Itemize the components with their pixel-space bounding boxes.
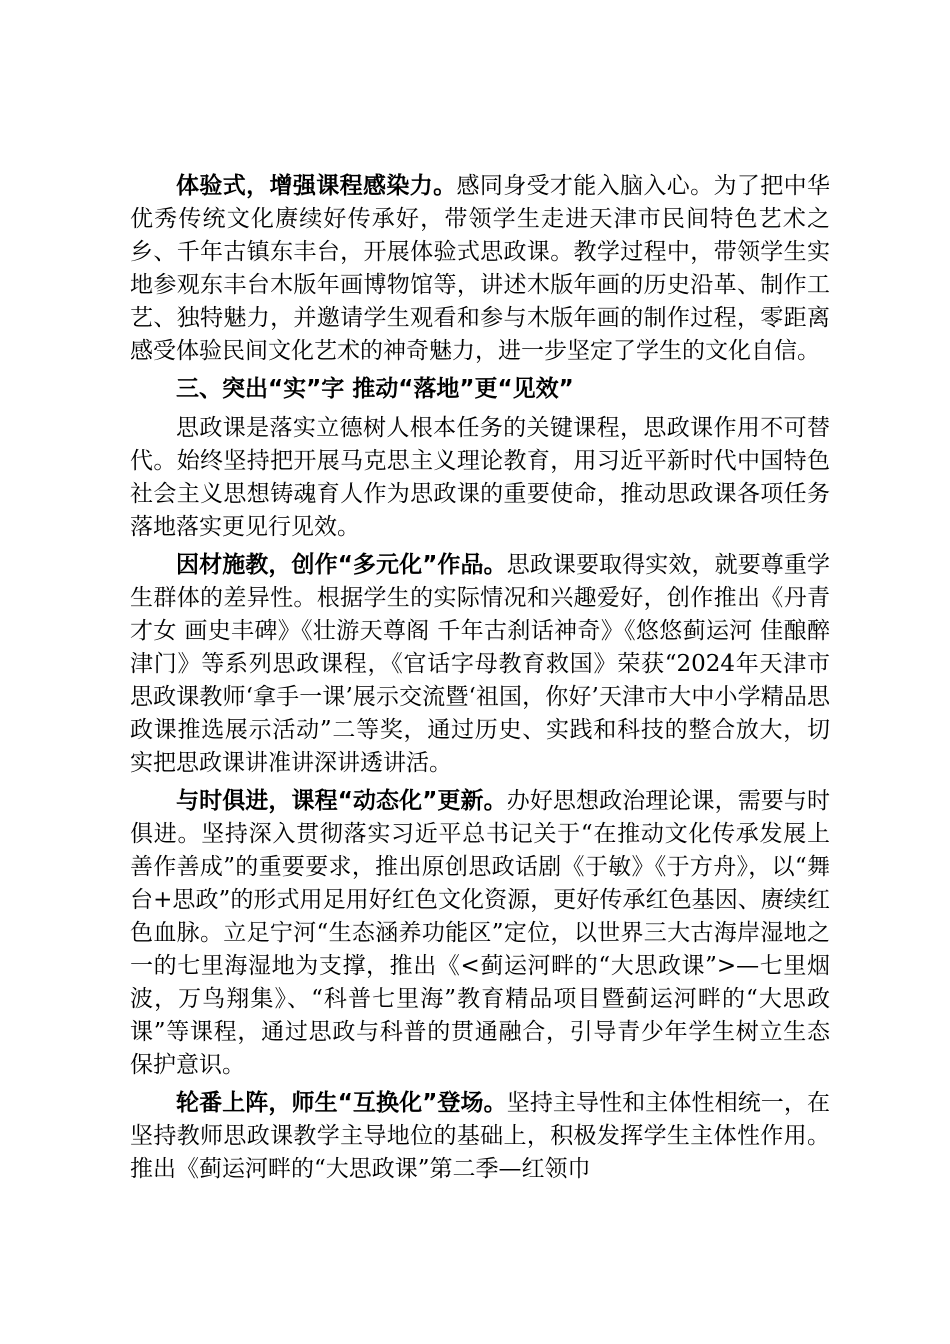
section-heading: 三、突出“实”字 推动“落地”更“见效” [176,376,574,402]
paragraph-body: 思政课要取得实效，就要尊重学生群体的差异性。根据学生的实际情况和兴趣爱好，创作推出《丹青才女 画史丰碑》《壮游天尊阁 千年古刹话神奇》《悠悠蓟运河 佳酿醉津门》等系列思政课程，《官话字母教育救国》荣获“2024年天津市思政课教师‘拿手一课’展示交流暨‘祖国，你好’天津市大中小学精品思政课推选展示活动”二等奖，通过历史、实践和科技的整合放大，切实把思政课讲准讲深讲透讲活。 [130,552,831,776]
paragraph-body: 办好思想政治理论课，需要与时俱进。坚持深入贯彻落实习近平总书记关于“在推动文化传承发展上善作善成”的重要要求，推出原创思政话剧《于敏》《于方舟》，以“舞台+思政”的形式用足用好红色文化资源，更好传承红色基因、赓续红色血脉。立足宁河“生态涵养功能区”定位，以世界三大古海岸湿地之一的七里海湿地为支撑，推出《<蓟运河畔的“大思政课”>—七里烟波，万鸟翔集》、“科普七里海”教育精品项目暨蓟运河畔的“大思政课”等课程，通过思政与科普的贯通融合，引导青少年学生树立生态保护意识。 [130,788,831,1078]
paragraph-experiential [130,170,830,368]
paragraph-lead: 体验式，增强课程感染力。 [176,173,457,199]
document-page [130,170,830,1191]
paragraph-section-intro [130,412,830,544]
paragraph-role-swap [130,1087,830,1186]
paragraph-tailored-teaching [130,549,830,780]
paragraph-dynamic-update [130,785,830,1082]
paragraph-body: 思政课是落实立德树人根本任务的关键课程，思政课作用不可替代。始终坚持把开展马克思主义理论教育，用习近平新时代中国特色社会主义思想铸魂育人作为思政课的重要使命，推动思政课各项任务落地落实更见行见效。 [130,415,830,540]
paragraph-lead: 轮番上阵，师生“互换化”登场。 [176,1090,507,1116]
paragraph-body: 感同身受才能入脑入心。为了把中华优秀传统文化赓续好传承好，带领学生走进天津市民间特色艺术之乡、千年古镇东丰台，开展体验式思政课。教学过程中，带领学生实地参观东丰台木版年画博物馆等，讲述木版年画的历史沿革、制作工艺、独特魅力，并邀请学生观看和参与木版年画的制作过程，零距离感受体验民间文化艺术的神奇魅力，进一步坚定了学生的文化自信。 [130,173,831,364]
paragraph-lead: 与时俱进，课程“动态化”更新。 [176,788,507,814]
paragraph-lead: 因材施教，创作“多元化”作品。 [176,552,507,578]
paragraph-body: 坚持主导性和主体性相统一，在坚持教师思政课教学主导地位的基础上，积极发挥学生主体性作用。推出《蓟运河畔的“大思政课”第二季—红领巾 [130,1090,831,1182]
